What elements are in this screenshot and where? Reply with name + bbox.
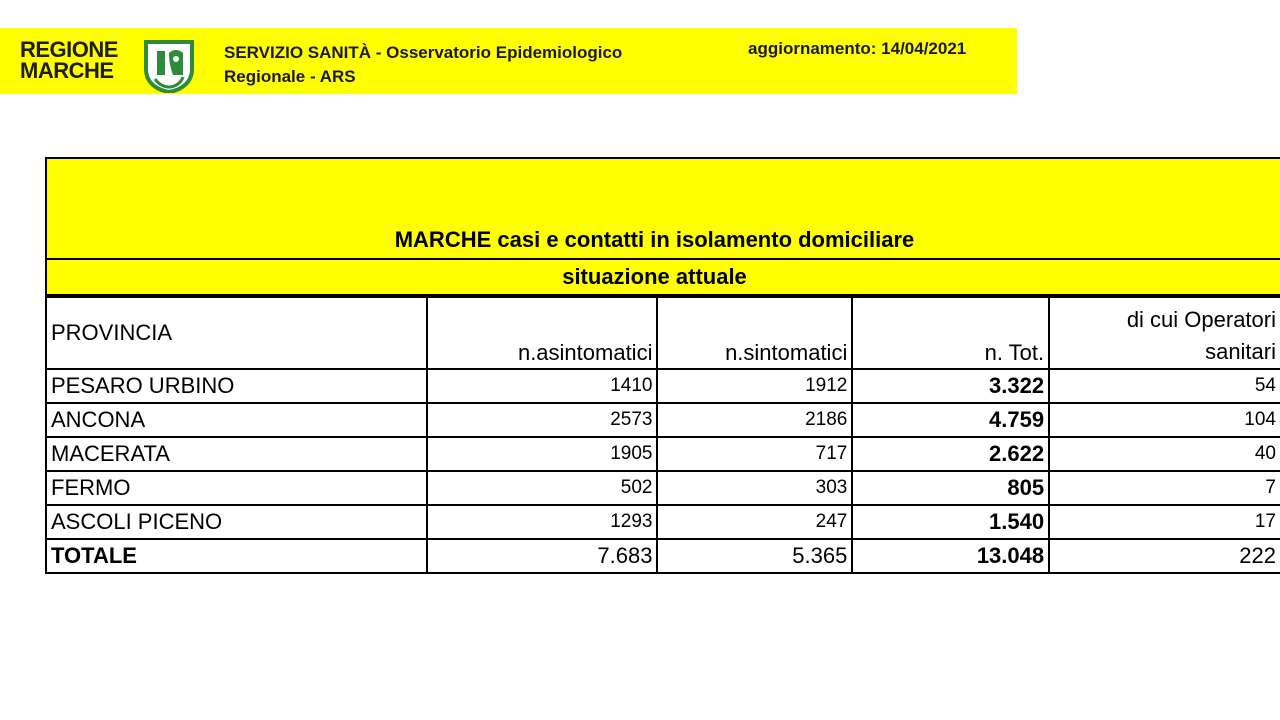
table-title: MARCHE casi e contatti in isolamento domiciliare (394, 227, 915, 252)
cell-total-sintomatici: 5.365 (657, 539, 852, 573)
table-title-box (45, 157, 1280, 260)
col-header-provincia: PROVINCIA (46, 297, 427, 369)
cell-tot: 1.540 (852, 505, 1049, 539)
cell-tot: 4.759 (852, 403, 1049, 437)
cell-operatori: 17 (1049, 505, 1280, 539)
update-date: aggiornamento: 14/04/2021 (748, 39, 967, 58)
col-header-sintomatici: n.sintomatici (657, 297, 852, 369)
logo-line-1: REGIONE (20, 37, 118, 62)
table-row (46, 369, 1280, 403)
region-shield-icon (143, 39, 195, 93)
cell-operatori: 7 (1049, 471, 1280, 505)
cell-sintomatici: 303 (657, 471, 852, 505)
table-row (46, 505, 1280, 539)
cell-asintomatici: 1293 (427, 505, 658, 539)
service-line-2: Regionale - ARS (224, 67, 356, 86)
cell-total-asintomatici: 7.683 (427, 539, 658, 573)
table-subtitle-box (45, 260, 1280, 296)
cell-provincia: ANCONA (46, 403, 427, 437)
col-header-operatori (1049, 297, 1280, 369)
cell-sintomatici: 2186 (657, 403, 852, 437)
service-name (224, 37, 622, 92)
cell-operatori: 104 (1049, 403, 1280, 437)
cell-tot: 3.322 (852, 369, 1049, 403)
cell-total-label: TOTALE (46, 539, 427, 573)
table-subtitle: situazione attuale (562, 264, 747, 289)
table-total-row (46, 539, 1280, 573)
cell-total-operatori: 222 (1049, 539, 1280, 573)
cell-provincia: ASCOLI PICENO (46, 505, 427, 539)
service-line-1: SERVIZIO SANITÀ - Osservatorio Epidemiologico (224, 43, 623, 62)
col-header-operatori-line2: sanitari (1205, 339, 1276, 364)
col-header-tot: n. Tot. (852, 297, 1049, 369)
cell-sintomatici: 247 (657, 505, 852, 539)
isolation-table (45, 296, 1280, 574)
table-row (46, 437, 1280, 471)
table-header-row (46, 297, 1280, 369)
cell-asintomatici: 502 (427, 471, 658, 505)
cell-total-tot: 13.048 (852, 539, 1049, 573)
cell-asintomatici: 1905 (427, 437, 658, 471)
cell-tot: 805 (852, 471, 1049, 505)
logo-line-2: MARCHE (20, 58, 114, 83)
cell-provincia: MACERATA (46, 437, 427, 471)
cell-asintomatici: 1410 (427, 369, 658, 403)
cell-asintomatici: 2573 (427, 403, 658, 437)
cell-operatori: 40 (1049, 437, 1280, 471)
table-row (46, 471, 1280, 505)
col-header-asintomatici: n.asintomatici (427, 297, 658, 369)
cell-sintomatici: 717 (657, 437, 852, 471)
table-row (46, 403, 1280, 437)
cell-provincia: PESARO URBINO (46, 369, 427, 403)
cell-operatori: 54 (1049, 369, 1280, 403)
cell-sintomatici: 1912 (657, 369, 852, 403)
cell-provincia: FERMO (46, 471, 427, 505)
cell-tot: 2.622 (852, 437, 1049, 471)
col-header-operatori-line1: di cui Operatori (1126, 307, 1276, 332)
header-banner (0, 28, 1017, 94)
region-logo-text (20, 39, 118, 81)
